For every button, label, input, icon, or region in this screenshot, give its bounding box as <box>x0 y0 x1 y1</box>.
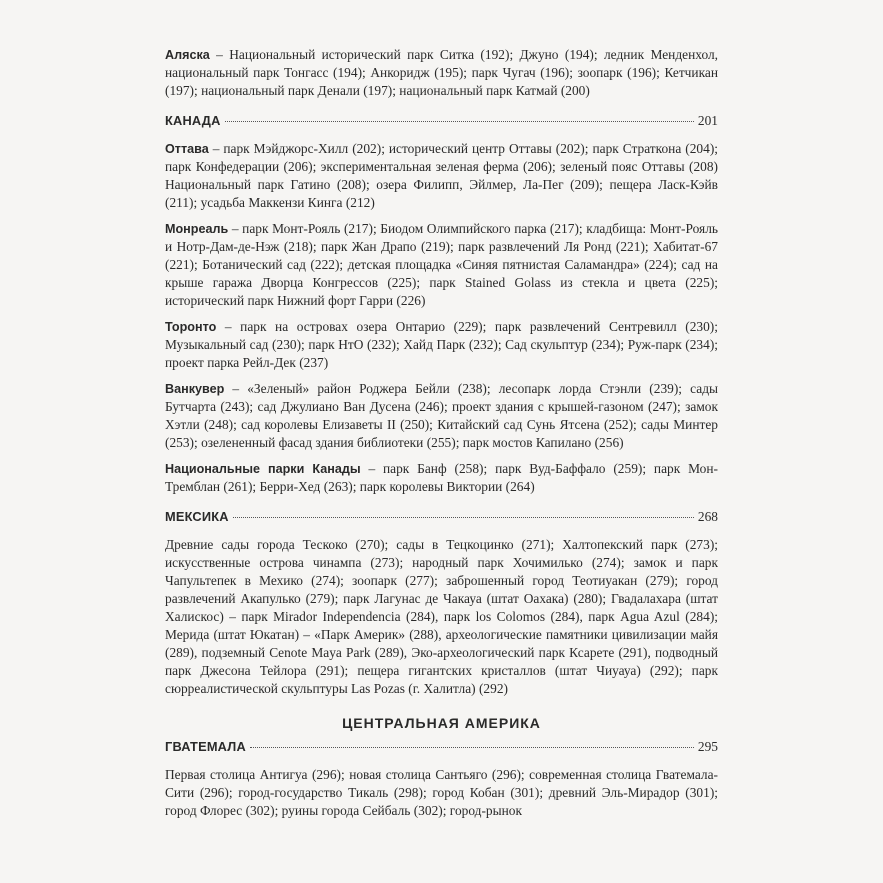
leader-dots <box>225 121 694 122</box>
page-number: 201 <box>697 113 718 128</box>
entry-vancouver <box>165 380 718 452</box>
entry-guatemala <box>165 766 718 820</box>
leader-dots <box>250 747 694 748</box>
contents-text <box>165 46 718 828</box>
section-heading-canada <box>165 112 718 130</box>
leader-dots <box>233 517 694 518</box>
entry-alaska <box>165 46 718 100</box>
entry-text: Первая столица Антигуа (296); новая столица Сантьяго (296); современная столица Гватемала-Сити (296); город-государство Тикаль (298); город Кобан (301); древний Эль-Мирадор (301); город Флорес (302); руины города Сейбаль (302); город-рынок <box>165 767 718 818</box>
region-heading-central-america: ЦЕНТРАЛЬНАЯ АМЕРИКА <box>342 715 541 731</box>
section-title: КАНАДА <box>165 113 221 128</box>
entry-text: – «Зеленый» район Роджера Бейли (238); лесопарк лорда Стэнли (239); сады Бутчарта (243); сад Джулиано Ван Дусена (246); проект здания с крышей-газоном (247); замок Хэтли (248); сад королевы Елизаветы II (250); Китайский сад Сунь Ятсена (252); сады Минтер (253); озелененный фасад здания библиотеки (255); парк мостов Капилано (256) <box>165 381 718 450</box>
entry-ottawa <box>165 140 718 212</box>
entry-text: – парк на островах озера Онтарио (229); парк развлечений Сентревилл (230); Музыкальный сад (230); парк НтО (232); Хайд Парк (232); Сад скульптур (234); Руж-парк (234); проект парка Рейл-Дек (237) <box>165 319 718 370</box>
entry-label: Ванкувер <box>165 382 225 396</box>
entry-text: Древние сады города Тескоко (270); сады в Тецкоцинко (271); Халтопекский парк (273); искусственные острова чинампа (273); народный парк Хочимилько (274); замок и парк Чапультепек в Мехико (274); зоопарк (277); заброшенный город Теотиуакан (279); город развлечений Акапулько (279); парк Лагунас де Чакауа (штат Оахака) (280); Гвадалахара (штат Халискос) – парк Mirador Independencia (284), парк los Colomos (284), парк Agua Azul (284); Мерида (штат Юкатан) – «Парк Америк» (288), археологические памятники цивилизации майя (289), подземный Cenote Maya Park (289), Эко-археологический парк Ксарете (291), подводный парк Джесона Тейлора (291); пещера гигантских кристаллов (штат Чиуауа) (292); парк сюрреалистической скульптуры Las Pozas (г. Халитла) (292) <box>165 537 718 696</box>
entry-text: – парк Банф (258); парк Вуд-Баффало (259); парк Мон-Тремблан (261); Берри-Хед (263); парк королевы Виктории (264) <box>165 461 718 494</box>
section-title: ГВАТЕМАЛА <box>165 739 246 754</box>
entry-montreal <box>165 220 718 310</box>
entry-label: Оттава <box>165 142 209 156</box>
page-number: 268 <box>697 509 718 524</box>
entry-label: Национальные парки Канады <box>165 462 361 476</box>
entry-toronto <box>165 318 718 372</box>
section-heading-mexico <box>165 508 718 526</box>
entry-label: Торонто <box>165 320 217 334</box>
entry-label: Аляска <box>165 48 210 62</box>
entry-text: – парк Мэйджорс-Хилл (202); исторический центр Оттавы (202); парк Страткона (204); парк Конфедерации (206); экспериментальная зеленая ферма (206); зеленый пояс Оттавы (208) Национальный парк Гатино (208); озера Филипп, Эйлмер, Ла-Пег (209); пещера Ласк-Кэйв (211); усадьба Маккензи Кинга (212) <box>165 141 718 210</box>
section-title: МЕКСИКА <box>165 509 229 524</box>
entry-national-parks-canada <box>165 460 718 496</box>
section-heading-guatemala <box>165 738 718 756</box>
page-number: 295 <box>697 739 718 754</box>
entry-mexico <box>165 536 718 698</box>
entry-label: Монреаль <box>165 222 229 236</box>
entry-text: – Национальный исторический парк Ситка (192); Джуно (194); ледник Менденхол, национальный парк Тонгасс (194); Анкоридж (195); парк Чугач (196); зоопарк (196); Кетчикан (197); национальный парк Денали (197); национальный парк Катмай (200) <box>165 47 718 98</box>
entry-text: – парк Монт-Рояль (217); Биодом Олимпийского парка (217); кладбища: Монт-Рояль и Нотр-Дам-де-Нэж (218); парк Жан Драпо (219); парк развлечений Ля Ронд (221); Хабитат-67 (221); Ботанический сад (222); детская площадка «Синяя пятнистая Саламандра» (224); сад на крыше гаража Дворца Конгрессов (225); парк Stained Golass из стекла и цвета (225); исторический парк Нижний форт Гарри (226) <box>165 221 718 308</box>
